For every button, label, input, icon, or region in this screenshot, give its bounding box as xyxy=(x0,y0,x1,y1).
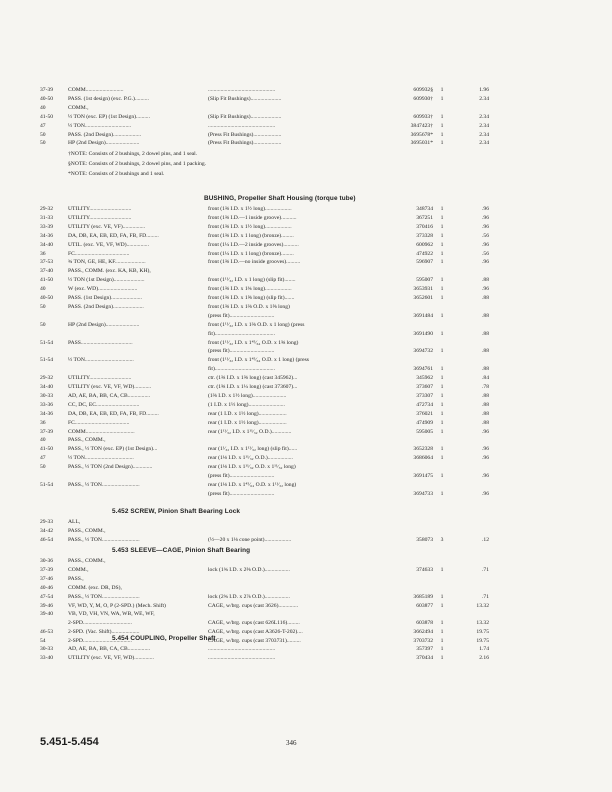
cell-c3: front (1¹¹⁄₃₂ I.D. x 1⁴⁵⁄₆₄ O.D. x 1⅝ long) xyxy=(208,339,299,346)
cell-c2: 2-SPD................................... xyxy=(68,620,132,627)
cell-c6: .71 xyxy=(482,566,489,573)
cell-c2: PASS. (2nd Design)...................... xyxy=(68,303,144,310)
cell-c2: PASS. (1st Design)...................... xyxy=(68,295,142,301)
cell-c2: PASS., COMM., xyxy=(68,558,106,564)
cell-c4: 474909 xyxy=(416,419,433,426)
cell-c4: 373328 xyxy=(416,232,433,239)
cell-c1: 37-46 xyxy=(40,575,54,582)
cell-c4: 595007 xyxy=(416,277,433,284)
cell-c4: 373607 xyxy=(416,384,433,390)
cell-c6: .96 xyxy=(482,241,489,248)
cell-c1: 40 xyxy=(40,437,46,444)
cell-c1: 51-54 xyxy=(40,481,54,488)
cell-c1: 50 xyxy=(40,464,46,471)
cell-c5: 1 xyxy=(440,392,444,399)
cell-c4: 3694733 xyxy=(413,490,433,497)
cell-c3: front (1⅜ I.D. x 1¾ long)................... xyxy=(208,286,292,293)
cell-c5: 1 xyxy=(440,87,444,93)
cell-c4: 3691475 xyxy=(413,473,433,479)
cell-c1: 41-50 xyxy=(40,277,54,284)
cell-c5: 1 xyxy=(440,312,444,319)
cell-c1: 34-36 xyxy=(40,232,54,239)
cell-c4: 3694732 xyxy=(413,348,433,355)
cell-c5: 1 xyxy=(440,566,444,573)
cell-c3: rear (1¹⁄₃₂ I.D. x 1¹¹⁄₃₂ long) (slip fit)...... xyxy=(208,446,298,453)
cell-c5: 1 xyxy=(440,646,444,652)
footer-section-range: 5.451-5.454 xyxy=(40,736,99,748)
cell-c5: 1 xyxy=(440,490,444,497)
cell-c4: 358073 xyxy=(416,536,433,543)
cell-c6: 1.96 xyxy=(479,87,489,93)
cell-c4: 3694761 xyxy=(413,366,433,373)
cell-c6: .88 xyxy=(482,295,489,301)
cell-c3: (Press Fit Bushings).................... xyxy=(208,131,282,138)
cell-c2: ½ TON (exc. EP) (1st Design).......... xyxy=(68,113,150,120)
cell-c5: 1 xyxy=(440,620,444,627)
cell-c4: 367251 xyxy=(416,214,433,221)
cell-c4: 373307 xyxy=(416,392,433,399)
cell-c2: UTILITY (exc. VE, VF, WD)............ xyxy=(68,384,152,390)
cell-c6: .96 xyxy=(482,446,489,453)
cell-c2: AD, AE, BA, BB, CA, CB................ xyxy=(68,646,151,652)
cell-c4: 348734 xyxy=(416,206,433,212)
cell-c2: PASS., ½ TON (exc. EP) (1st Design)... xyxy=(68,446,158,453)
cell-c5: 1 xyxy=(440,455,444,462)
cell-c6: .96 xyxy=(482,259,489,266)
section-heading-sleeve: 5.453 SLEEVE—CAGE, Pinion Shaft Bearing xyxy=(112,547,251,554)
cell-c1: 37-39 xyxy=(40,428,54,435)
cell-c5: 1 xyxy=(440,654,444,661)
cell-c1: 36 xyxy=(40,419,46,426)
cell-c4: 3691484 xyxy=(413,312,433,319)
cell-c5: 1 xyxy=(440,401,444,408)
cell-c5: 1 xyxy=(440,638,444,645)
cell-c3: lock (1¾ I.D. x 2⅝ O.D.).................. xyxy=(208,566,290,573)
cell-c2: ½ TON................................... xyxy=(68,357,134,364)
cell-c3: rear (1⅛ I.D. x 1¹¹⁄₃₂ O.D.).................. xyxy=(208,455,293,462)
cell-c3: ................................................ xyxy=(208,122,276,129)
cell-c4: 370434 xyxy=(416,654,433,661)
cell-c4: 345962 xyxy=(416,375,433,382)
cell-c5: 1 xyxy=(440,259,444,266)
cell-c6: 13.32 xyxy=(476,620,489,627)
note-line: †NOTE: Consists of 2 bushings, 2 dowel pins, and 1 seal. xyxy=(68,151,198,157)
cell-c2: COMM., xyxy=(68,566,89,573)
cell-c4: 474922 xyxy=(416,250,433,257)
cell-c1: 50 xyxy=(40,321,46,328)
page-number: 346 xyxy=(286,739,297,747)
section-heading-bushing: BUSHING, Propeller Shaft Housing (torque tube) xyxy=(204,195,356,202)
cell-c2: FC....................................... xyxy=(68,250,130,257)
cell-c1: 54 xyxy=(40,638,46,645)
cell-c1: 47 xyxy=(40,455,46,462)
cell-c1: 40 xyxy=(40,286,46,293)
cell-c3: front (1⅜ I.D.—no inside grooves).......... xyxy=(208,259,301,266)
section-heading-screw: 5.452 SCREW, Pinion Shaft Bearing Lock xyxy=(112,508,241,515)
cell-c4: 472734 xyxy=(416,401,433,408)
cell-c5: 1 xyxy=(440,428,444,435)
cell-c2: HP (2nd Design)........................ xyxy=(68,321,140,328)
cell-c3: front (1⅜ I.D. x 1 long) (bronze)......... xyxy=(208,232,294,239)
cell-c2: 2-SPD. (Vac. Shift).................... xyxy=(68,629,140,636)
cell-c1: 51-54 xyxy=(40,339,54,346)
cell-c2: UTIL. (exc. VE, VF, WD)................ xyxy=(68,241,149,248)
cell-c1: 33-36 xyxy=(40,401,54,408)
cell-c2: VB, VD, VH, VN, WA, WB, WE, WF, xyxy=(68,611,155,618)
cell-c4: 603878 xyxy=(416,620,433,627)
cell-c4: 374633 xyxy=(416,566,433,573)
cell-c1: 47 xyxy=(40,122,46,129)
cell-c1: 51-54 xyxy=(40,357,54,364)
cell-c2: ½ TON................................. xyxy=(68,122,132,129)
cell-c6: .56 xyxy=(482,250,489,257)
cell-c5: 1 xyxy=(440,629,444,636)
cell-c3: front (1⅜ I.D. x 1⅝ long) (slip fit)....... xyxy=(208,295,295,301)
cell-c4: 600962 xyxy=(416,241,433,248)
cell-c5: 1 xyxy=(440,122,444,129)
cell-c1: 34-40 xyxy=(40,384,54,390)
cell-c3: front (1⅜ I.D. x 1½ long)................... xyxy=(208,206,292,212)
cell-c3: front (1⅜ I.D. x 1⅜ O.D. x 1⅝ long) xyxy=(208,303,290,310)
cell-c2: PASS. (2nd Design).................... xyxy=(68,131,141,138)
cell-c1: 33-39 xyxy=(40,223,54,230)
cell-c3: front (1¼ I.D. x 1 long) (bronze)......... xyxy=(208,250,294,257)
cell-c6: 2.34 xyxy=(479,131,489,138)
cell-c4: 603877 xyxy=(416,602,433,609)
cell-c6: .96 xyxy=(482,286,489,293)
cell-c3: front (1¹¹⁄₃₂ I.D. x 1 long) (slip fit)........ xyxy=(208,277,296,284)
cell-c2: ½ TON................................... xyxy=(68,455,134,462)
cell-c1: 37-53 xyxy=(40,259,54,266)
cell-c6: 19.75 xyxy=(476,629,489,636)
cell-c6: .88 xyxy=(482,392,489,399)
cell-c3: lock (2¾ I.D. x 2⅞ O.D.).................. xyxy=(208,593,290,600)
cell-c1: 40-46 xyxy=(40,584,54,591)
cell-c2: PASS., ½ TON........................... xyxy=(68,481,140,488)
cell-c4: 3695678* xyxy=(410,131,433,138)
cell-c4: 3685189 xyxy=(413,593,433,600)
cell-c3: (1 I.D. x 1½ long).......................... xyxy=(208,401,285,408)
cell-c6: 2.34 xyxy=(479,140,489,147)
cell-c3: fit)........................................... xyxy=(208,366,275,373)
cell-c1: 39-46 xyxy=(40,602,54,609)
cell-c2: 2-SPD................................... xyxy=(68,638,132,645)
cell-c4: 3662494 xyxy=(413,629,433,636)
cell-c4: 3703732 xyxy=(413,638,433,645)
cell-c3: rear (1 I.D. x 1½ long).................... xyxy=(208,410,287,417)
cell-c4: 609932§ xyxy=(413,87,433,93)
cell-c3: CAGE, w/brg. cups (cast 3703731).......... xyxy=(208,638,301,645)
cell-c5: 1 xyxy=(440,206,444,212)
cell-c4: 595005 xyxy=(416,428,433,435)
cell-c4: 609930† xyxy=(413,95,433,102)
cell-c3: (Press Fit Bushings).................... xyxy=(208,140,282,147)
cell-c1: 41-50 xyxy=(40,113,54,120)
cell-c5: 1 xyxy=(440,214,444,221)
cell-c1: 30-33 xyxy=(40,392,54,399)
cell-c3: ctr. (1⅜ I.D. x 1⅜ long) (cast 345962)... xyxy=(208,375,298,382)
cell-c3: CAGE, w/brg. cups (cast 3626).............. xyxy=(208,602,299,609)
cell-c2: DA, DB, EA, EB, ED, FA, FB, FD......... xyxy=(68,232,159,239)
cell-c5: 1 xyxy=(440,473,444,479)
cell-c1: 40-50 xyxy=(40,295,54,301)
cell-c3: (Slip Fit Bushings)...................... xyxy=(208,113,282,120)
cell-c5: 1 xyxy=(440,348,444,355)
cell-c1: 37-39 xyxy=(40,566,54,573)
cell-c6: .88 xyxy=(482,366,489,373)
cell-c4: 609933† xyxy=(413,113,433,120)
cell-c6: .71 xyxy=(482,593,489,600)
cell-c3: (Slip Fit Bushings)...................... xyxy=(208,95,282,102)
cell-c2: DA, DB, EA, EB, ED, FA, FB, FD......... xyxy=(68,410,159,417)
cell-c6: 2.34 xyxy=(479,113,489,120)
cell-c2: COMM........................... xyxy=(68,87,124,93)
cell-c6: .56 xyxy=(482,232,489,239)
cell-c2: ALL, xyxy=(68,519,81,525)
cell-c4: 3686064 xyxy=(413,455,433,462)
cell-c2: W (exc. WD)............................ xyxy=(68,286,138,293)
cell-c3: ................................................ xyxy=(208,646,276,652)
cell-c6: .12 xyxy=(482,536,489,543)
cell-c4: 3847423† xyxy=(410,122,433,129)
cell-c3: ................................................ xyxy=(208,654,276,661)
cell-c1: 37-39 xyxy=(40,87,54,93)
cell-c6: .88 xyxy=(482,410,489,417)
cell-c3: CAGE, w/brg. cups (cast 626L116)......... xyxy=(208,620,300,627)
cell-c5: 1 xyxy=(440,419,444,426)
cell-c2: HP (2nd Design)........................ xyxy=(68,140,140,147)
cell-c3: rear (1⅛ I.D. x 1¹¹⁄₃₂ O.D. x 1¹¹⁄₃₂ long) xyxy=(208,464,296,471)
cell-c1: 40 xyxy=(40,104,46,111)
cell-c6: .78 xyxy=(482,384,489,390)
cell-c5: 1 xyxy=(440,131,444,138)
note-line: *NOTE: Consists of 2 bushings and 1 seal. xyxy=(68,171,165,177)
cell-c5: 1 xyxy=(440,241,444,248)
cell-c2: COMM. (exc. DR, DS), xyxy=(68,584,122,591)
cell-c3: rear (1⅛ I.D. x 1⁴⁵⁄₆₄ O.D. x 1¹¹⁄₃₂ long) xyxy=(208,481,297,488)
cell-c3: front (1¹¹⁄₃₂ I.D. x 1⅜ O.D. x 1 long) (press xyxy=(208,321,305,328)
cell-c2: PASS., COMM. (exc. KA, KB, KH), xyxy=(68,268,151,275)
cell-c3: front (1⅜ I.D.—1 inside groove)........... xyxy=(208,214,297,221)
cell-c2: PASS., ½ TON........................... xyxy=(68,593,140,600)
cell-c6: .96 xyxy=(482,223,489,230)
cell-c4: 376021 xyxy=(416,410,433,417)
cell-c2: CC, DC, EC............................... xyxy=(68,401,140,408)
cell-c1: 29-32 xyxy=(40,206,54,212)
cell-c5: 1 xyxy=(440,446,444,453)
cell-c6: 2.34 xyxy=(479,122,489,129)
cell-c3: front (1¼ I.D.—2 inside grooves)........... xyxy=(208,241,299,248)
cell-c6: 13.32 xyxy=(476,602,489,609)
cell-c2: FC....................................... xyxy=(68,419,130,426)
cell-c2: PASS. (1st design) (exc. P.G.).......... xyxy=(68,95,149,102)
cell-c6: .88 xyxy=(482,401,489,408)
cell-c1: 36 xyxy=(40,250,46,257)
cell-c5: 1 xyxy=(440,140,444,147)
cell-c3: (press fit)................................ xyxy=(208,490,275,497)
cell-c4: 3691490 xyxy=(413,330,433,337)
cell-c6: .88 xyxy=(482,277,489,284)
cell-c2: COMM., xyxy=(68,104,89,111)
cell-c5: 3 xyxy=(440,536,444,543)
cell-c5: 1 xyxy=(440,375,444,382)
cell-c1: 39-40 xyxy=(40,611,54,618)
cell-c1: 31-33 xyxy=(40,214,54,221)
cell-c2: ½ TON (1st Design)...................... xyxy=(68,277,145,284)
cell-c2: PASS., xyxy=(68,575,84,582)
cell-c1: 50 xyxy=(40,303,46,310)
cell-c5: 1 xyxy=(440,366,444,373)
cell-c6: 1.74 xyxy=(479,646,489,652)
cell-c3: fit)........................................... xyxy=(208,330,275,337)
cell-c5: 1 xyxy=(440,113,444,120)
cell-c5: 1 xyxy=(440,250,444,257)
cell-c5: 1 xyxy=(440,277,444,284)
cell-c6: .96 xyxy=(482,206,489,212)
cell-c2: PASS., ½ TON (2nd Design).............. xyxy=(68,464,153,471)
cell-c2: PASS..................................... xyxy=(68,339,133,346)
cell-c3: ................................................ xyxy=(208,87,276,93)
section-heading-coupling: 5.454 COUPLING, Propeller Shaft xyxy=(112,635,216,642)
cell-c5: 1 xyxy=(440,286,444,293)
cell-c2: AD, AE, BA, BB, CA, CB................ xyxy=(68,392,151,399)
cell-c3: (press fit)................................ xyxy=(208,348,275,355)
cell-c1: 34-42 xyxy=(40,527,54,534)
cell-c6: .96 xyxy=(482,428,489,435)
cell-c6: .96 xyxy=(482,490,489,497)
cell-c3: front (1¹¹⁄₃₂ I.D. x 1⁴⁵⁄₆₄ O.D. x 1 long) (press xyxy=(208,357,309,364)
cell-c3: (press fit)................................ xyxy=(208,312,275,319)
cell-c2: UTILITY.............................. xyxy=(68,206,132,212)
cell-c5: 1 xyxy=(440,232,444,239)
cell-c3: (1⅜ I.D. x 1½ long)........................ xyxy=(208,392,287,399)
cell-c1: 29-33 xyxy=(40,519,54,525)
cell-c1: 46-53 xyxy=(40,629,54,636)
cell-c6: 19.75 xyxy=(476,638,489,645)
cell-c1: 30-33 xyxy=(40,646,54,652)
cell-c4: 3695031* xyxy=(410,140,433,147)
cell-c6: .88 xyxy=(482,330,489,337)
cell-c1: 34-40 xyxy=(40,241,54,248)
cell-c4: 3652601 xyxy=(413,295,433,301)
cell-c1: 50 xyxy=(40,140,46,147)
cell-c4: 3652328 xyxy=(413,446,433,453)
cell-c3: (press fit)................................ xyxy=(208,473,275,479)
cell-c2: UTILITY.............................. xyxy=(68,375,132,382)
cell-c6: .96 xyxy=(482,214,489,221)
cell-c3: CAGE, w/brg. cups (cast A3626-T-202).... xyxy=(208,629,303,636)
cell-c1: 46-54 xyxy=(40,536,54,543)
note-line: §NOTE: Consists of 2 bushings, 2 dowel pins, and 1 packing. xyxy=(68,161,207,167)
cell-c4: 357397 xyxy=(416,646,433,652)
cell-c1: 34-36 xyxy=(40,410,54,417)
cell-c5: 1 xyxy=(440,330,444,337)
cell-c3: (½—20 x 1⅛ cone point)................... xyxy=(208,536,292,543)
cell-c1: 47-54 xyxy=(40,593,54,600)
cell-c1: 50 xyxy=(40,131,46,138)
cell-c1: 37-40 xyxy=(40,268,54,275)
cell-c3: rear (1 I.D. x 1½ long).................... xyxy=(208,419,287,426)
cell-c1: 29-32 xyxy=(40,375,54,382)
cell-c1: 33-40 xyxy=(40,654,54,661)
cell-c2: UTILITY.............................. xyxy=(68,214,132,221)
cell-c5: 1 xyxy=(440,384,444,390)
cell-c2: ¾ TON, GE, HE, KF...................... xyxy=(68,259,146,266)
cell-c2: PASS., ½ TON........................... xyxy=(68,536,140,543)
cell-c6: 2.34 xyxy=(479,95,489,102)
cell-c1: 41-50 xyxy=(40,446,54,453)
cell-c6: .88 xyxy=(482,419,489,426)
cell-c4: 370416 xyxy=(416,223,433,230)
cell-c2: UTILITY (exc. VE, VF, WD).............. xyxy=(68,654,154,661)
cell-c2: COMM................................... xyxy=(68,428,135,435)
cell-c5: 1 xyxy=(440,593,444,600)
cell-c5: 1 xyxy=(440,95,444,102)
cell-c5: 1 xyxy=(440,295,444,301)
cell-c6: .96 xyxy=(482,455,489,462)
cell-c5: 1 xyxy=(440,410,444,417)
cell-c6: .84 xyxy=(482,375,489,382)
cell-c2: PASS., COMM., xyxy=(68,437,106,444)
cell-c4: 3653931 xyxy=(413,286,433,293)
cell-c6: .88 xyxy=(482,348,489,355)
cell-c6: .96 xyxy=(482,473,489,479)
cell-c5: 1 xyxy=(440,223,444,230)
cell-c1: 30-36 xyxy=(40,558,54,564)
cell-c3: front (1⅜ I.D. x 1½ long)................... xyxy=(208,223,292,230)
cell-c1: 40-50 xyxy=(40,95,54,102)
cell-c2: PASS., COMM., xyxy=(68,527,106,534)
cell-c2: VF, WD, Y, M, O, P (2-SPD.) (Mech. Shift) xyxy=(68,602,166,609)
cell-c2: UTILITY (exc. VE, VF)................ xyxy=(68,223,146,230)
cell-c3: ctr. (1⅝ I.D. x 1¼ long) (cast 373607)... xyxy=(208,384,298,390)
cell-c5: 1 xyxy=(440,602,444,609)
cell-c6: 2.16 xyxy=(479,654,489,661)
cell-c4: 596907 xyxy=(416,259,433,266)
cell-c3: rear (1¹¹⁄₃₂ I.D. x 1¹¹⁄₃₂ O.D.).............. xyxy=(208,428,292,435)
cell-c6: .88 xyxy=(482,312,489,319)
